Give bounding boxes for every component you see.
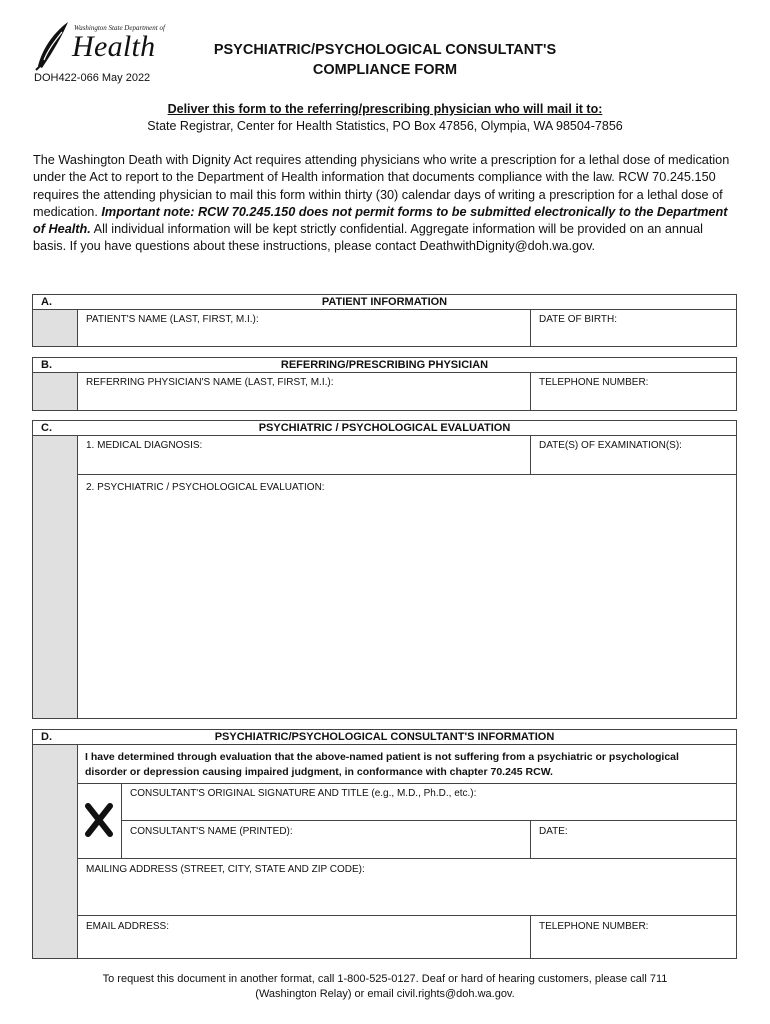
form-title-line2: COMPLIANCE FORM — [312, 62, 458, 78]
statement-line2: disorder or depression causing impaired judgment, in conformance with chapter 70.245 RCW. — [85, 766, 553, 778]
doh-logo — [34, 20, 164, 72]
mailing-address-field[interactable] — [77, 858, 737, 916]
statement-line1: I have determined through evaluation that the above-named patient is not suffering from a psychiatric or psychological — [85, 751, 679, 763]
patient-name-field[interactable] — [77, 309, 531, 347]
footer-line1: To request this document in another format, call 1-800-525-0127. Deaf or hard of hearing customers, please call 711 — [102, 973, 668, 985]
section-c-header — [32, 420, 737, 436]
consultant-signature-label: CONSULTANT'S ORIGINAL SIGNATURE AND TITLE (e.g., M.D., Ph.D., etc.): — [130, 788, 477, 799]
consultant-telephone-field[interactable] — [530, 915, 737, 959]
section-a-letter: A. — [41, 296, 52, 308]
logo-health-text: Health — [72, 30, 156, 63]
registrar-address: State Registrar, Center for Health Statistics, PO Box 47856, Olympia, WA 98504-7856 — [147, 119, 623, 133]
section-b-header — [32, 357, 737, 373]
medical-diagnosis-field[interactable] — [77, 435, 531, 475]
patient-name-label: PATIENT'S NAME (LAST, FIRST, M.I.): — [86, 314, 259, 325]
section-b-sidebar — [32, 372, 78, 411]
section-b-title: REFERRING/PRESCRIBING PHYSICIAN — [280, 359, 489, 371]
section-c-title: PSYCHIATRIC / PSYCHOLOGICAL EVALUATION — [258, 422, 511, 434]
form-number: DOH422-066 May 2022 — [34, 72, 151, 84]
accessibility-footer — [0, 972, 770, 1002]
section-d-header — [32, 729, 737, 745]
feather-icon — [34, 20, 74, 72]
intro-paragraph — [33, 152, 738, 256]
consultant-date-field[interactable] — [530, 820, 737, 859]
section-a-title: PATIENT INFORMATION — [321, 296, 448, 308]
footer-line2: (Washington Relay) or email civil.rights@doh.wa.gov. — [255, 988, 515, 1000]
consultant-date-label: DATE: — [539, 826, 568, 837]
physician-name-label: REFERRING PHYSICIAN'S NAME (LAST, FIRST, M.I.): — [86, 377, 334, 388]
logo-agency-text: Washington State Department of — [74, 24, 165, 32]
section-b-letter: B. — [41, 359, 52, 371]
psych-evaluation-label: 2. PSYCHIATRIC / PSYCHOLOGICAL EVALUATION: — [86, 482, 325, 493]
date-of-birth-field[interactable] — [530, 309, 737, 347]
section-d-title: PSYCHIATRIC/PSYCHOLOGICAL CONSULTANT'S INFORMATION — [214, 731, 555, 743]
medical-diagnosis-label: 1. MEDICAL DIAGNOSIS: — [86, 440, 203, 451]
intro-text-2: All individual information will be kept strictly confidential. Aggregate information will be provided on an annual basis. If you have questions about these instructions, please contact DeathwithDignity@doh.wa.gov. — [33, 222, 703, 254]
consultant-name-field[interactable] — [121, 820, 531, 859]
section-d-letter: D. — [41, 731, 52, 743]
section-c-letter: C. — [41, 422, 52, 434]
determination-statement — [77, 744, 737, 784]
date-of-birth-label: DATE OF BIRTH: — [539, 314, 617, 325]
section-a-header — [32, 294, 737, 310]
consultant-signature-field[interactable] — [121, 783, 737, 821]
signature-x-icon — [84, 802, 114, 838]
consultant-telephone-label: TELEPHONE NUMBER: — [539, 921, 649, 932]
section-a-sidebar — [32, 309, 78, 347]
intro-text-1: The Washington Death with Dignity Act requires attending physicians who write a prescription for a lethal dose of medication under the Act to report to the Department of Health information that documents compliance with the law. RCW 70.245.150 requires the attending physician to mail this form within thirty (30) calendar days of writing a prescription for a lethal dose of medication. — [33, 153, 730, 219]
important-note: Important note: RCW 70.245.150 does not permit forms to be submitted electronically to the Department of Health. — [33, 204, 728, 237]
section-c-sidebar — [32, 435, 78, 719]
form-title-line1: PSYCHIATRIC/PSYCHOLOGICAL CONSULTANT'S — [213, 42, 557, 58]
deliver-instruction: Deliver this form to the referring/prescribing physician who will mail it to: — [167, 102, 603, 116]
email-address-field[interactable] — [77, 915, 531, 959]
psych-evaluation-field[interactable] — [77, 474, 737, 719]
physician-name-field[interactable] — [77, 372, 531, 411]
consultant-name-label: CONSULTANT'S NAME (PRINTED): — [130, 826, 293, 837]
physician-telephone-label: TELEPHONE NUMBER: — [539, 377, 649, 388]
physician-telephone-field[interactable] — [530, 372, 737, 411]
mailing-address-label: MAILING ADDRESS (STREET, CITY, STATE AND ZIP CODE): — [86, 864, 365, 875]
exam-dates-label: DATE(S) OF EXAMINATION(S): — [539, 440, 682, 451]
email-address-label: EMAIL ADDRESS: — [86, 921, 169, 932]
section-d-sidebar — [32, 744, 78, 959]
exam-dates-field[interactable] — [530, 435, 737, 475]
form-title — [170, 40, 600, 80]
